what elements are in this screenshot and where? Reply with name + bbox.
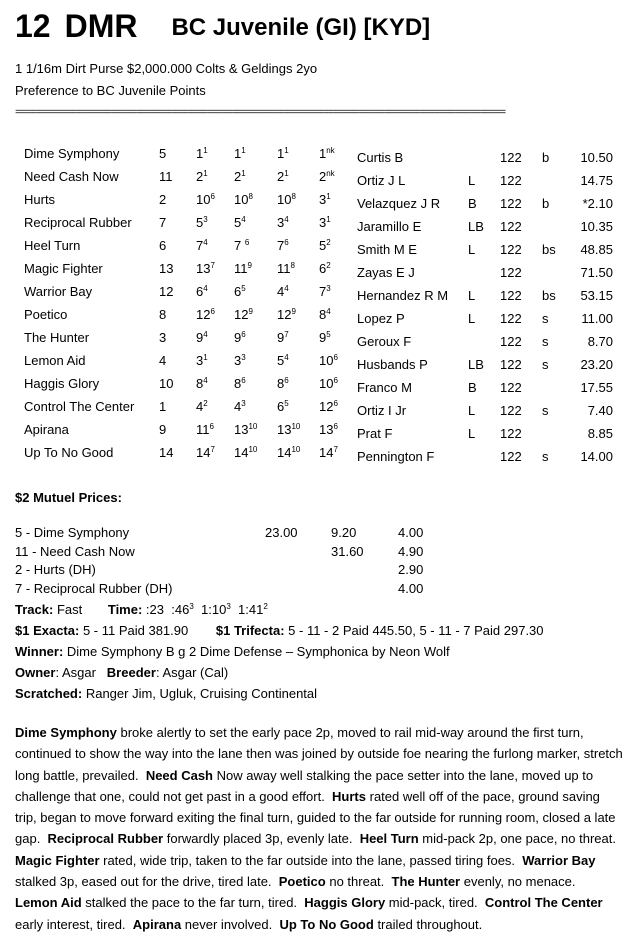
odds: 8.70 bbox=[587, 334, 613, 349]
call-position-2: $12^9$ bbox=[234, 307, 253, 322]
comment-text: no threat. bbox=[325, 874, 392, 890]
track-code: DMR bbox=[64, 8, 138, 44]
medication: L bbox=[468, 288, 476, 303]
odds: 10.35 bbox=[580, 219, 613, 234]
call-position-4: $12^6$ bbox=[319, 399, 338, 414]
weight: 122 bbox=[500, 265, 522, 280]
jockey: Ortiz I Jr bbox=[357, 403, 407, 418]
comment-text: trailed throughout. bbox=[373, 916, 483, 932]
race-preference: Preference to BC Juvenile Points bbox=[15, 83, 206, 98]
horse-name: Warrior Bay bbox=[24, 284, 93, 299]
medication: L bbox=[468, 426, 476, 441]
call-position-3: $6^5$ bbox=[277, 399, 289, 414]
mutuel-prices-table bbox=[15, 525, 615, 599]
call-position-2: $11^9$ bbox=[234, 261, 252, 276]
scratched-line bbox=[15, 686, 317, 701]
comment-horse: Magic Fighter bbox=[15, 852, 100, 868]
call-position-4: $5^2$ bbox=[319, 238, 331, 253]
call-position-4: $3^1$ bbox=[319, 192, 331, 207]
show-price: 2.90 bbox=[398, 562, 424, 577]
race-header bbox=[15, 8, 430, 45]
call-position-2: $10^8$ bbox=[234, 192, 253, 207]
equipment: s bbox=[542, 311, 549, 326]
comment-horse: Warrior Bay bbox=[522, 852, 596, 868]
call-position-1: $6^4$ bbox=[196, 284, 208, 299]
equipment: b bbox=[542, 196, 550, 211]
exacta-payout: 5 - 11 Paid 381.90 bbox=[82, 623, 189, 638]
call-position-2: $1^1$ bbox=[234, 146, 246, 161]
medication: B bbox=[468, 196, 477, 211]
chart-row bbox=[0, 259, 627, 282]
winner-line bbox=[15, 644, 450, 659]
mutuel-row bbox=[15, 525, 615, 544]
medication: L bbox=[468, 173, 476, 188]
scratched-label: Scratched: bbox=[15, 686, 83, 701]
chart-row bbox=[0, 443, 627, 466]
call-position-1: $2^1$ bbox=[196, 169, 208, 184]
time-three-quarters: 1:10 bbox=[201, 602, 227, 617]
separator-line: ================================================================================================= bbox=[15, 107, 505, 119]
weight: 122 bbox=[500, 173, 522, 188]
weight: 122 bbox=[500, 357, 522, 372]
horse-name: Hurts bbox=[24, 192, 56, 207]
weight: 122 bbox=[500, 449, 522, 464]
call-position-4: $10^6$ bbox=[319, 353, 338, 368]
horse-name: Poetico bbox=[24, 307, 68, 322]
call-position-3: $9^7$ bbox=[277, 330, 289, 345]
time-half: :46 bbox=[171, 602, 190, 617]
comment-text: never involved. bbox=[181, 916, 280, 932]
comment-text: Now away well stalking the pace setter into the lane, moved up to challenge that one, could not get past in a good effort. bbox=[15, 767, 597, 804]
comment-horse: The Hunter bbox=[391, 874, 461, 890]
odds: 7.40 bbox=[587, 403, 613, 418]
weight: 122 bbox=[500, 150, 522, 165]
weight: 122 bbox=[500, 288, 522, 303]
mutuel-row bbox=[15, 562, 615, 581]
breeder-value: Asgar (Cal) bbox=[162, 665, 229, 680]
call-position-2: $9^6$ bbox=[234, 330, 246, 345]
post-position: 1 bbox=[159, 399, 167, 414]
call-position-2: 7 $^6$ bbox=[234, 238, 250, 253]
call-position-4: $14^7$ bbox=[319, 445, 338, 460]
call-position-3: $11^8$ bbox=[277, 261, 295, 276]
equipment: s bbox=[542, 357, 549, 372]
horse-name: Reciprocal Rubber bbox=[24, 215, 132, 230]
horse-name: Up To No Good bbox=[24, 445, 114, 460]
post-position: 2 bbox=[159, 192, 167, 207]
chart-row bbox=[0, 167, 627, 190]
equipment: s bbox=[542, 334, 549, 349]
horse-name: Heel Turn bbox=[24, 238, 81, 253]
jockey: Curtis B bbox=[357, 150, 404, 165]
mutuel-row bbox=[15, 544, 615, 563]
jockey: Franco M bbox=[357, 380, 412, 395]
jockey: Lopez P bbox=[357, 311, 405, 326]
post-position: 5 bbox=[159, 146, 167, 161]
odds: 8.85 bbox=[587, 426, 613, 441]
call-position-2: $13^{10}$ bbox=[234, 422, 258, 437]
comment-horse: Heel Turn bbox=[359, 831, 419, 847]
equipment: bs bbox=[542, 242, 556, 257]
exacta-label: $1 Exacta: bbox=[15, 623, 80, 638]
weight: 122 bbox=[500, 426, 522, 441]
horse-name: Control The Center bbox=[24, 399, 135, 414]
mutuel-horse: 11 - Need Cash Now bbox=[15, 543, 135, 559]
weight: 122 bbox=[500, 403, 522, 418]
comment-text: stalked the pace to the far turn, tired. bbox=[81, 895, 305, 911]
medication: L bbox=[468, 311, 476, 326]
mutuel-horse: 2 - Hurts (DH) bbox=[15, 562, 96, 577]
horse-name: Magic Fighter bbox=[24, 261, 103, 276]
win-price: 23.00 bbox=[265, 525, 298, 540]
chart-row bbox=[0, 420, 627, 443]
call-position-3: $3^4$ bbox=[277, 215, 289, 230]
horse-name: Need Cash Now bbox=[24, 169, 119, 184]
medication: LB bbox=[468, 219, 484, 234]
chart-row bbox=[0, 213, 627, 236]
odds: 23.20 bbox=[580, 357, 613, 372]
race-number: 12 bbox=[15, 8, 51, 44]
trifecta-payout: 5 - 11 - 2 Paid 445.50, 5 - 11 - 7 Paid 297.30 bbox=[288, 623, 544, 638]
call-position-1: $9^4$ bbox=[196, 330, 208, 345]
show-price: 4.00 bbox=[398, 525, 424, 540]
jockey: Jaramillo E bbox=[357, 219, 422, 234]
post-position: 8 bbox=[159, 307, 167, 322]
call-position-1: $4^2$ bbox=[196, 399, 208, 414]
jockey: Ortiz J L bbox=[357, 173, 406, 188]
odds: *2.10 bbox=[582, 196, 613, 211]
owner-value: Asgar bbox=[61, 665, 96, 680]
odds: 71.50 bbox=[580, 265, 613, 280]
call-position-1: $10^6$ bbox=[196, 192, 215, 207]
show-price: 4.00 bbox=[398, 580, 424, 596]
call-position-2: $6^5$ bbox=[234, 284, 246, 299]
winner-details: Dime Symphony B g 2 Dime Defense – Symphonica by Neon Wolf bbox=[66, 644, 450, 659]
call-position-4: $2^{nk}$ bbox=[319, 169, 335, 184]
jockey: Prat F bbox=[357, 426, 393, 441]
call-position-4: $7^3$ bbox=[319, 284, 331, 299]
track-time-line: Track: Fast Time: :23 $:46^3$ $1:10^3$ $1:41^2$ bbox=[15, 602, 268, 617]
place-price: 9.20 bbox=[331, 525, 357, 540]
medication: B bbox=[468, 380, 477, 395]
comment-text: evenly, no menace. bbox=[460, 874, 583, 890]
comment-text: forwardly placed 3p, evenly late. bbox=[163, 831, 360, 847]
medication: L bbox=[468, 242, 476, 257]
equipment: bs bbox=[542, 288, 556, 303]
medication: L bbox=[468, 403, 476, 418]
weight: 122 bbox=[500, 334, 522, 349]
chart-row bbox=[0, 236, 627, 259]
call-position-2: $3^3$ bbox=[234, 353, 246, 368]
call-position-1: $12^6$ bbox=[196, 307, 215, 322]
call-position-4: $9^5$ bbox=[319, 330, 331, 345]
comment-horse: Hurts bbox=[332, 788, 366, 804]
call-position-3: $7^6$ bbox=[277, 238, 289, 253]
horse-name: Dime Symphony bbox=[24, 146, 120, 161]
jockey: Pennington F bbox=[357, 449, 435, 464]
post-position: 4 bbox=[159, 353, 167, 368]
chart-row bbox=[0, 144, 627, 167]
post-position: 11 bbox=[159, 169, 173, 184]
mutuel-heading: $2 Mutuel Prices: bbox=[15, 490, 122, 505]
weight: 122 bbox=[500, 196, 522, 211]
equipment: s bbox=[542, 449, 549, 464]
comment-text: rated, wide trip, taken to the far outside into the lane, passed tiring foes. bbox=[99, 852, 523, 868]
jockey: Hernandez R M bbox=[357, 288, 449, 303]
call-position-1: $5^3$ bbox=[196, 215, 208, 230]
track-label: Track: bbox=[15, 602, 54, 617]
comment-horse: Apirana bbox=[132, 916, 182, 932]
odds: 14.00 bbox=[580, 449, 613, 464]
call-position-3: $14^{10}$ bbox=[277, 445, 301, 460]
call-position-3: $10^8$ bbox=[277, 192, 296, 207]
mutuel-horse: 5 - Dime Symphony bbox=[15, 525, 130, 540]
call-position-4: $1^{nk}$ bbox=[319, 146, 335, 161]
equipment: b bbox=[542, 150, 550, 165]
weight: 122 bbox=[500, 242, 522, 257]
comment-text: early interest, tired. bbox=[15, 895, 607, 932]
jockey: Zayas E J bbox=[357, 265, 415, 280]
call-position-2: $8^6$ bbox=[234, 376, 246, 391]
call-position-3: $5^4$ bbox=[277, 353, 289, 368]
horse-name: The Hunter bbox=[24, 330, 90, 345]
call-position-1: $11^6$ bbox=[196, 422, 214, 437]
call-position-3: $8^6$ bbox=[277, 376, 289, 391]
odds: 53.15 bbox=[580, 288, 613, 303]
comment-text: broke alertly to set the early pace 2p, moved to rail mid-way around the first turn, continued to show the way into the lane then was joined by outside foe nearing the furlong marker, stretch long battle, prevailed. bbox=[15, 725, 627, 783]
call-position-2: $4^3$ bbox=[234, 399, 246, 414]
time-quarter: :23 bbox=[145, 602, 164, 617]
call-position-1: $1^1$ bbox=[196, 146, 208, 161]
comment-horse: Haggis Glory bbox=[304, 895, 386, 911]
call-position-3: $4^4$ bbox=[277, 284, 289, 299]
chart-row bbox=[0, 351, 627, 374]
post-position: 14 bbox=[159, 445, 174, 460]
race-comments bbox=[15, 722, 625, 935]
call-position-3: $13^{10}$ bbox=[277, 422, 301, 437]
time-final: 1:41 bbox=[238, 602, 264, 617]
track-condition: Fast bbox=[56, 602, 83, 617]
call-position-4: $10^6$ bbox=[319, 376, 338, 391]
race-conditions: 1 1/16m Dirt Purse $2,000.000 Colts & Geldings 2yo bbox=[15, 61, 318, 76]
odds: 10.50 bbox=[580, 150, 613, 165]
post-position: 10 bbox=[159, 376, 174, 391]
horse-name: Lemon Aid bbox=[24, 353, 86, 368]
medication: LB bbox=[468, 357, 484, 372]
jockey: Velazquez J R bbox=[357, 196, 441, 211]
weight: 122 bbox=[500, 219, 522, 234]
owner-label: Owner bbox=[15, 665, 56, 680]
scratched-value: Ranger Jim, Ugluk, Cruising Continental bbox=[85, 686, 318, 701]
call-position-4: $8^4$ bbox=[319, 307, 331, 322]
odds: 48.85 bbox=[580, 242, 613, 257]
odds: 11.00 bbox=[581, 311, 613, 326]
odds: 14.75 bbox=[580, 173, 613, 188]
odds: 17.55 bbox=[580, 380, 613, 395]
weight: 122 bbox=[500, 311, 522, 326]
jockey: Smith M E bbox=[357, 242, 417, 257]
mutuel-horse: 7 - Reciprocal Rubber (DH) bbox=[15, 580, 173, 596]
call-position-4: $6^2$ bbox=[319, 261, 331, 276]
post-position: 13 bbox=[159, 261, 174, 276]
post-position: 7 bbox=[159, 215, 167, 230]
post-position: 9 bbox=[159, 422, 167, 437]
call-position-4: $13^6$ bbox=[319, 422, 338, 437]
call-position-2: $14^{10}$ bbox=[234, 445, 258, 460]
jockey: Geroux F bbox=[357, 334, 412, 349]
comment-horse: Lemon Aid bbox=[15, 895, 82, 911]
chart-row bbox=[0, 190, 627, 213]
call-position-4: $3^1$ bbox=[319, 215, 331, 230]
call-position-1: $7^4$ bbox=[196, 238, 208, 253]
call-position-1: $13^7$ bbox=[196, 261, 215, 276]
comment-horse: Reciprocal Rubber bbox=[47, 831, 164, 847]
call-position-3: $2^1$ bbox=[277, 169, 289, 184]
call-position-3: $1^1$ bbox=[277, 146, 289, 161]
place-price: 31.60 bbox=[331, 543, 364, 559]
call-position-3: $12^9$ bbox=[277, 307, 296, 322]
owner-line: Owner: Asgar Breeder: Asgar (Cal) bbox=[15, 665, 229, 680]
post-position: 12 bbox=[159, 284, 174, 299]
chart-row bbox=[0, 374, 627, 397]
call-position-1: $8^4$ bbox=[196, 376, 208, 391]
post-position: 6 bbox=[159, 238, 167, 253]
comment-text: stalked 3p, eased out for the drive, tired late. bbox=[15, 852, 600, 890]
comment-text: rated well off of the pace, ground saving trip, began to move forward exiting the final turn, guided to the far outside for running room, closed a late gap. bbox=[15, 788, 620, 847]
mutuel-row bbox=[15, 581, 615, 600]
breeder-label: Breeder bbox=[106, 665, 156, 680]
chart-row bbox=[0, 397, 627, 420]
comment-text: mid-pack, tired. bbox=[385, 895, 485, 911]
show-price: 4.90 bbox=[398, 543, 424, 559]
chart-row bbox=[0, 282, 627, 305]
winner-label: Winner: bbox=[15, 644, 64, 659]
trifecta-label: $1 Trifecta: bbox=[215, 623, 285, 638]
comment-text: mid-pack 2p, one pace, no threat. bbox=[418, 831, 624, 847]
race-name: BC Juvenile (GI) [KYD] bbox=[171, 14, 431, 41]
comment-horse: Need Cash bbox=[145, 767, 214, 783]
call-position-1: $3^1$ bbox=[196, 353, 208, 368]
comment-horse: Up To No Good bbox=[279, 916, 374, 932]
time-label: Time: bbox=[107, 602, 143, 617]
call-position-2: $5^4$ bbox=[234, 215, 246, 230]
comment-horse: Control The Center bbox=[484, 895, 603, 911]
horse-name: Apirana bbox=[24, 422, 69, 437]
exotics-line bbox=[15, 623, 544, 638]
weight: 122 bbox=[500, 380, 522, 395]
comment-horse: Dime Symphony bbox=[15, 725, 117, 740]
call-position-1: $14^7$ bbox=[196, 445, 215, 460]
call-position-2: $2^1$ bbox=[234, 169, 246, 184]
post-position: 3 bbox=[159, 330, 167, 345]
chart-row bbox=[0, 328, 627, 351]
equipment: s bbox=[542, 403, 549, 418]
horse-name: Haggis Glory bbox=[24, 376, 100, 391]
results-chart bbox=[0, 144, 627, 466]
chart-row bbox=[0, 305, 627, 328]
comment-horse: Poetico bbox=[278, 874, 326, 890]
jockey: Husbands P bbox=[357, 357, 428, 372]
